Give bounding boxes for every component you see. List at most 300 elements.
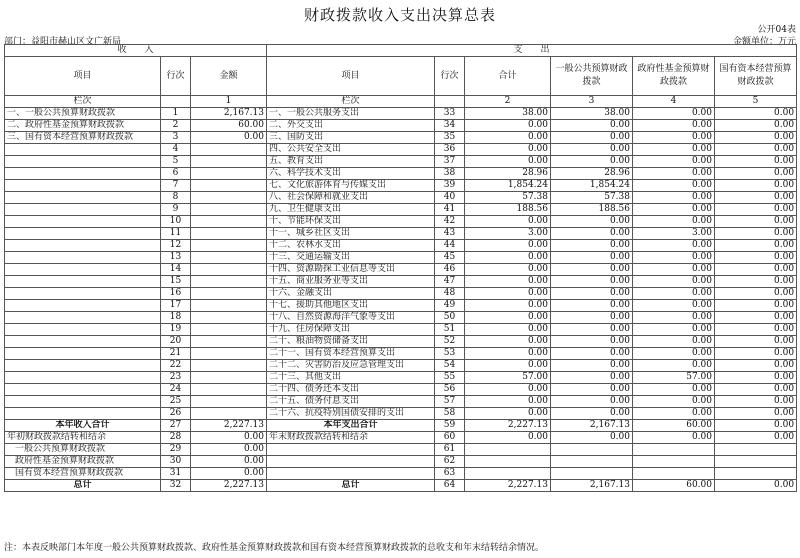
- expense-line-cell: 57: [435, 396, 465, 408]
- income-item-cell: [5, 384, 161, 396]
- general-budget-amount-cell: 0.00: [551, 432, 633, 444]
- income-amount-cell: [191, 168, 267, 180]
- income-item-cell: [5, 408, 161, 420]
- total-amount-cell: 0.00: [465, 408, 551, 420]
- expense-line-cell: 44: [435, 240, 465, 252]
- total-amount-cell: 0.00: [465, 264, 551, 276]
- total-amount-cell: 2,227.13: [465, 480, 551, 492]
- state-capital-amount-cell: 0.00: [715, 168, 797, 180]
- income-item-header: 项目: [5, 57, 161, 96]
- income-line-cell: 15: [161, 276, 191, 288]
- income-item-cell: [5, 336, 161, 348]
- income-amount-cell: 0.00: [191, 468, 267, 480]
- state-capital-amount-cell: 0.00: [715, 192, 797, 204]
- table-row: [5, 396, 797, 408]
- income-amount-cell: [191, 360, 267, 372]
- expense-line-cell: 52: [435, 336, 465, 348]
- gov-fund-amount-cell: 60.00: [633, 420, 715, 432]
- income-amount-cell: [191, 348, 267, 360]
- income-line-cell: 17: [161, 300, 191, 312]
- income-amount-cell: [191, 384, 267, 396]
- empty-cell: [435, 96, 465, 108]
- income-item-cell: [5, 216, 161, 228]
- income-line-cell: 14: [161, 264, 191, 276]
- col-index-3: 3: [551, 96, 633, 108]
- gov-fund-amount-cell: [633, 456, 715, 468]
- report-title: 财政拨款收入支出决算总表: [303, 6, 496, 24]
- total-amount-cell: 0.00: [465, 348, 551, 360]
- general-budget-amount-cell: 1,854.24: [551, 180, 633, 192]
- table-row: [5, 228, 797, 240]
- col-index-4: 4: [633, 96, 715, 108]
- state-capital-amount-cell: 0.00: [715, 276, 797, 288]
- general-budget-amount-cell: 0.00: [551, 144, 633, 156]
- income-amount-cell: 60.00: [191, 120, 267, 132]
- income-amount-cell: [191, 312, 267, 324]
- section-header-row: [5, 45, 797, 57]
- state-capital-amount-cell: 0.00: [715, 204, 797, 216]
- expense-item-cell: 十六、金融支出: [267, 288, 435, 300]
- income-amount-cell: [191, 192, 267, 204]
- income-item-cell: [5, 300, 161, 312]
- state-capital-amount-cell: 0.00: [715, 240, 797, 252]
- state-capital-amount-cell: 0.00: [715, 288, 797, 300]
- income-item-cell: 总计: [5, 480, 161, 492]
- gov-fund-amount-cell: 0.00: [633, 288, 715, 300]
- income-line-cell: 22: [161, 360, 191, 372]
- expense-item-cell: 十、节能环保支出: [267, 216, 435, 228]
- state-capital-amount-cell: 0.00: [715, 312, 797, 324]
- income-line-cell: 4: [161, 144, 191, 156]
- table-row: [5, 264, 797, 276]
- department-label: 部门：益阳市赫山区文广新局: [4, 37, 122, 47]
- general-budget-amount-cell: 0.00: [551, 312, 633, 324]
- general-budget-amount-cell: 0.00: [551, 408, 633, 420]
- state-capital-amount-cell: 0.00: [715, 324, 797, 336]
- income-item-cell: [5, 252, 161, 264]
- general-budget-amount-cell: 0.00: [551, 252, 633, 264]
- expense-line-cell: 47: [435, 276, 465, 288]
- total-amount-cell: 0.00: [465, 324, 551, 336]
- state-capital-amount-cell: 0.00: [715, 144, 797, 156]
- income-item-cell: [5, 360, 161, 372]
- table-row: [5, 336, 797, 348]
- income-col-label: 栏次: [5, 96, 161, 108]
- income-line-cell: 3: [161, 132, 191, 144]
- income-item-cell: [5, 228, 161, 240]
- income-amount-cell: [191, 396, 267, 408]
- expense-item-cell: 二十五、债务付息支出: [267, 396, 435, 408]
- expense-item-cell: [267, 456, 435, 468]
- expense-line-cell: 38: [435, 168, 465, 180]
- gov-fund-amount-cell: 0.00: [633, 216, 715, 228]
- gov-fund-amount-cell: 0.00: [633, 276, 715, 288]
- table-row: [5, 348, 797, 360]
- income-item-cell: [5, 312, 161, 324]
- income-item-cell: [5, 372, 161, 384]
- income-line-cell: 7: [161, 180, 191, 192]
- expense-item-cell: 年末财政拨款结转和结余: [267, 432, 435, 444]
- expense-item-cell: 十七、援助其他地区支出: [267, 300, 435, 312]
- footnote: 注：本表反映部门本年度一般公共预算财政拨款、政府性基金预算财政拨款和国有资本经营预算财政拨款的总收支和年末结转结余情况。: [4, 543, 545, 553]
- income-line-cell: 29: [161, 444, 191, 456]
- empty-cell: [161, 96, 191, 108]
- state-capital-amount-cell: 0.00: [715, 300, 797, 312]
- income-item-cell: [5, 156, 161, 168]
- gov-fund-amount-cell: 0.00: [633, 312, 715, 324]
- state-capital-amount-cell: 0.00: [715, 396, 797, 408]
- income-amount-cell: 0.00: [191, 132, 267, 144]
- income-amount-cell: [191, 336, 267, 348]
- income-item-cell: 二、政府性基金预算财政拨款: [5, 120, 161, 132]
- table-row: [5, 108, 797, 120]
- total-amount-cell: 0.00: [465, 396, 551, 408]
- income-item-cell: 年初财政拨款结转和结余: [5, 432, 161, 444]
- gov-fund-amount-cell: 0.00: [633, 192, 715, 204]
- income-line-cell: 16: [161, 288, 191, 300]
- expense-item-cell: 五、教育支出: [267, 156, 435, 168]
- general-budget-amount-cell: 0.00: [551, 276, 633, 288]
- state-capital-amount-cell: 0.00: [715, 216, 797, 228]
- expense-item-cell: 九、卫生健康支出: [267, 204, 435, 216]
- total-amount-cell: 188.56: [465, 204, 551, 216]
- expense-item-cell: 三、国防支出: [267, 132, 435, 144]
- expense-item-cell: 八、社会保障和就业支出: [267, 192, 435, 204]
- income-amount-cell: [191, 228, 267, 240]
- table-row: [5, 324, 797, 336]
- gov-fund-amount-cell: 0.00: [633, 252, 715, 264]
- income-amount-cell: [191, 144, 267, 156]
- table-row: [5, 120, 797, 132]
- expense-item-cell: 十一、城乡社区支出: [267, 228, 435, 240]
- total-amount-cell: 0.00: [465, 384, 551, 396]
- gov-fund-amount-cell: [633, 444, 715, 456]
- general-budget-amount-cell: [551, 468, 633, 480]
- income-line-cell: 2: [161, 120, 191, 132]
- table-row: [5, 312, 797, 324]
- expense-line-cell: 41: [435, 204, 465, 216]
- expense-item-cell: 一、一般公共服务支出: [267, 108, 435, 120]
- total-amount-cell: 0.00: [465, 276, 551, 288]
- gov-fund-amount-cell: 0.00: [633, 180, 715, 192]
- expense-line-cell: 49: [435, 300, 465, 312]
- income-line-cell: 27: [161, 420, 191, 432]
- table-row: [5, 384, 797, 396]
- gov-fund-amount-cell: 0.00: [633, 240, 715, 252]
- income-amount-cell: 2,227.13: [191, 480, 267, 492]
- table-row: [5, 372, 797, 384]
- table-row: [5, 276, 797, 288]
- income-amount-cell: [191, 252, 267, 264]
- expense-line-cell: 55: [435, 372, 465, 384]
- gov-fund-amount-cell: 0.00: [633, 300, 715, 312]
- gov-fund-amount-cell: 0.00: [633, 384, 715, 396]
- income-amount-cell: [191, 324, 267, 336]
- total-amount-cell: [465, 468, 551, 480]
- table-row: [5, 432, 797, 444]
- gov-fund-amount-cell: 60.00: [633, 480, 715, 492]
- table-row: [5, 180, 797, 192]
- total-amount-cell: 0.00: [465, 288, 551, 300]
- table-row: [5, 192, 797, 204]
- state-capital-amount-cell: 0.00: [715, 336, 797, 348]
- total-amount-cell: 57.38: [465, 192, 551, 204]
- income-item-cell: 国有资本经营预算财政拨款: [5, 468, 161, 480]
- general-budget-amount-cell: 0.00: [551, 360, 633, 372]
- income-line-cell: 30: [161, 456, 191, 468]
- income-amount-cell: [191, 408, 267, 420]
- general-budget-amount-cell: [551, 444, 633, 456]
- expense-line-cell: 54: [435, 360, 465, 372]
- total-amount-cell: 0.00: [465, 432, 551, 444]
- expense-line-cell: 48: [435, 288, 465, 300]
- income-amount-cell: [191, 288, 267, 300]
- table-row: [5, 468, 797, 480]
- total-amount-cell: 0.00: [465, 252, 551, 264]
- table-row: [5, 168, 797, 180]
- expense-item-cell: 二十、粮油物资储备支出: [267, 336, 435, 348]
- gov-fund-header: 政府性基金预算财政拨款: [633, 57, 715, 96]
- income-line-cell: 10: [161, 216, 191, 228]
- general-budget-amount-cell: 28.96: [551, 168, 633, 180]
- total-amount-cell: 0.00: [465, 216, 551, 228]
- general-budget-amount-cell: 0.00: [551, 228, 633, 240]
- expense-item-header: 项目: [267, 57, 435, 96]
- gov-fund-amount-cell: [633, 468, 715, 480]
- total-amount-cell: 0.00: [465, 300, 551, 312]
- gov-fund-amount-cell: 0.00: [633, 168, 715, 180]
- income-amount-cell: 0.00: [191, 432, 267, 444]
- income-item-cell: [5, 324, 161, 336]
- expense-line-header: 行次: [435, 57, 465, 96]
- expense-item-cell: 二十四、债务还本支出: [267, 384, 435, 396]
- table-row: [5, 300, 797, 312]
- income-line-cell: 21: [161, 348, 191, 360]
- total-amount-cell: 0.00: [465, 312, 551, 324]
- state-capital-amount-cell: 0.00: [715, 432, 797, 444]
- expense-line-cell: 63: [435, 468, 465, 480]
- column-index-row: [5, 96, 797, 108]
- income-item-cell: [5, 288, 161, 300]
- gov-fund-amount-cell: 0.00: [633, 348, 715, 360]
- expense-line-cell: 36: [435, 144, 465, 156]
- gov-fund-amount-cell: 0.00: [633, 432, 715, 444]
- expense-line-cell: 60: [435, 432, 465, 444]
- expense-line-cell: 42: [435, 216, 465, 228]
- expense-item-cell: 十三、交通运输支出: [267, 252, 435, 264]
- income-amount-cell: [191, 300, 267, 312]
- state-capital-amount-cell: 0.00: [715, 156, 797, 168]
- state-capital-amount-cell: 0.00: [715, 252, 797, 264]
- expense-section-header: 支 出: [267, 45, 797, 57]
- col-index-1: 1: [191, 96, 267, 108]
- table-row: [5, 360, 797, 372]
- state-capital-amount-cell: 0.00: [715, 264, 797, 276]
- income-section-header: 收 入: [5, 45, 267, 57]
- income-amount-cell: [191, 264, 267, 276]
- budget-table: [4, 44, 797, 492]
- total-amount-cell: 1,854.24: [465, 180, 551, 192]
- total-amount-cell: 57.00: [465, 372, 551, 384]
- expense-line-cell: 58: [435, 408, 465, 420]
- income-line-cell: 25: [161, 396, 191, 408]
- expense-item-cell: 七、文化旅游体育与传媒支出: [267, 180, 435, 192]
- expense-item-cell: 十二、农林水支出: [267, 240, 435, 252]
- expense-line-cell: 43: [435, 228, 465, 240]
- income-line-cell: 32: [161, 480, 191, 492]
- income-item-cell: [5, 144, 161, 156]
- general-budget-amount-cell: 57.38: [551, 192, 633, 204]
- general-budget-amount-cell: 0.00: [551, 120, 633, 132]
- total-amount-cell: 3.00: [465, 228, 551, 240]
- income-item-cell: [5, 168, 161, 180]
- expense-item-cell: 四、公共安全支出: [267, 144, 435, 156]
- income-amount-cell: [191, 276, 267, 288]
- income-line-cell: 28: [161, 432, 191, 444]
- state-capital-amount-cell: 0.00: [715, 348, 797, 360]
- general-budget-amount-cell: 0.00: [551, 240, 633, 252]
- total-amount-cell: [465, 444, 551, 456]
- expense-line-cell: 50: [435, 312, 465, 324]
- expense-item-cell: 二十一、国有资本经营预算支出: [267, 348, 435, 360]
- gov-fund-amount-cell: 0.00: [633, 132, 715, 144]
- general-budget-amount-cell: 2,167.13: [551, 420, 633, 432]
- expense-line-cell: 61: [435, 444, 465, 456]
- state-capital-amount-cell: 0.00: [715, 384, 797, 396]
- expense-line-cell: 33: [435, 108, 465, 120]
- expense-item-cell: [267, 468, 435, 480]
- income-item-cell: [5, 240, 161, 252]
- expense-item-cell: 六、科学技术支出: [267, 168, 435, 180]
- gov-fund-amount-cell: 0.00: [633, 120, 715, 132]
- income-line-cell: 26: [161, 408, 191, 420]
- state-capital-amount-cell: 0.00: [715, 132, 797, 144]
- expense-line-cell: 53: [435, 348, 465, 360]
- income-item-cell: [5, 396, 161, 408]
- general-budget-amount-cell: 0.00: [551, 156, 633, 168]
- income-line-cell: 20: [161, 336, 191, 348]
- state-capital-amount-cell: 0.00: [715, 108, 797, 120]
- general-budget-amount-cell: 0.00: [551, 336, 633, 348]
- income-item-cell: 政府性基金预算财政拨款: [5, 456, 161, 468]
- gov-fund-amount-cell: 0.00: [633, 396, 715, 408]
- general-budget-amount-cell: 0.00: [551, 300, 633, 312]
- income-item-cell: 三、国有资本经营预算财政拨款: [5, 132, 161, 144]
- expense-line-cell: 40: [435, 192, 465, 204]
- gov-fund-amount-cell: 0.00: [633, 204, 715, 216]
- column-header-row: [5, 57, 797, 96]
- total-amount-cell: [465, 456, 551, 468]
- state-capital-amount-cell: 0.00: [715, 360, 797, 372]
- expense-line-cell: 37: [435, 156, 465, 168]
- income-line-cell: 19: [161, 324, 191, 336]
- gov-fund-amount-cell: 0.00: [633, 144, 715, 156]
- expense-line-cell: 46: [435, 264, 465, 276]
- general-budget-amount-cell: [551, 456, 633, 468]
- general-budget-amount-cell: 188.56: [551, 204, 633, 216]
- state-capital-amount-cell: 0.00: [715, 228, 797, 240]
- income-line-cell: 8: [161, 192, 191, 204]
- expense-item-cell: 二十二、灾害防治及应急管理支出: [267, 360, 435, 372]
- expense-line-cell: 35: [435, 132, 465, 144]
- general-budget-amount-cell: 0.00: [551, 372, 633, 384]
- expense-col-label: 栏次: [267, 96, 435, 108]
- income-line-cell: 11: [161, 228, 191, 240]
- income-item-cell: [5, 180, 161, 192]
- expense-line-cell: 34: [435, 120, 465, 132]
- expense-line-cell: 56: [435, 384, 465, 396]
- income-amount-cell: 0.00: [191, 444, 267, 456]
- income-line-cell: 31: [161, 468, 191, 480]
- expense-item-cell: 总计: [267, 480, 435, 492]
- expense-item-cell: 二、外交支出: [267, 120, 435, 132]
- total-amount-cell: 2,227.13: [465, 420, 551, 432]
- total-header: 合计: [465, 57, 551, 96]
- income-line-cell: 18: [161, 312, 191, 324]
- general-budget-amount-cell: 0.00: [551, 348, 633, 360]
- income-line-cell: 5: [161, 156, 191, 168]
- income-item-cell: [5, 348, 161, 360]
- expense-line-cell: 39: [435, 180, 465, 192]
- state-capital-amount-cell: 0.00: [715, 372, 797, 384]
- income-amount-cell: [191, 240, 267, 252]
- income-amount-header: 金额: [191, 57, 267, 96]
- gov-fund-amount-cell: 0.00: [633, 408, 715, 420]
- table-row: [5, 240, 797, 252]
- general-budget-amount-cell: 0.00: [551, 396, 633, 408]
- expense-item-cell: 二十三、其他支出: [267, 372, 435, 384]
- gov-fund-amount-cell: 0.00: [633, 108, 715, 120]
- general-budget-amount-cell: 0.00: [551, 216, 633, 228]
- table-row: [5, 156, 797, 168]
- unit-label: 金额单位：万元: [732, 37, 796, 47]
- income-amount-cell: [191, 372, 267, 384]
- expense-item-cell: 本年支出合计: [267, 420, 435, 432]
- state-capital-amount-cell: 0.00: [715, 408, 797, 420]
- state-capital-amount-cell: [715, 444, 797, 456]
- income-line-cell: 9: [161, 204, 191, 216]
- table-row: [5, 444, 797, 456]
- income-line-cell: 23: [161, 372, 191, 384]
- income-amount-cell: [191, 216, 267, 228]
- state-capital-amount-cell: [715, 468, 797, 480]
- income-item-cell: [5, 276, 161, 288]
- income-item-cell: 本年收入合计: [5, 420, 161, 432]
- state-capital-amount-cell: 0.00: [715, 120, 797, 132]
- general-budget-amount-cell: 0.00: [551, 324, 633, 336]
- expense-item-cell: 十四、资源勘探工业信息等支出: [267, 264, 435, 276]
- state-capital-amount-cell: [715, 456, 797, 468]
- total-amount-cell: 0.00: [465, 120, 551, 132]
- expense-item-cell: [267, 444, 435, 456]
- table-row: [5, 480, 797, 492]
- gov-fund-amount-cell: 0.00: [633, 324, 715, 336]
- income-amount-cell: [191, 204, 267, 216]
- income-line-header: 行次: [161, 57, 191, 96]
- expense-line-cell: 62: [435, 456, 465, 468]
- expense-line-cell: 64: [435, 480, 465, 492]
- gov-fund-amount-cell: 57.00: [633, 372, 715, 384]
- total-amount-cell: 0.00: [465, 156, 551, 168]
- gov-fund-amount-cell: 0.00: [633, 336, 715, 348]
- state-capital-amount-cell: 0.00: [715, 420, 797, 432]
- gov-fund-amount-cell: 0.00: [633, 360, 715, 372]
- state-capital-header: 国有资本经营预算财政拨款: [715, 57, 797, 96]
- income-line-cell: 13: [161, 252, 191, 264]
- income-item-cell: 一般公共预算财政拨款: [5, 444, 161, 456]
- state-capital-amount-cell: 0.00: [715, 180, 797, 192]
- income-amount-cell: 2,167.13: [191, 108, 267, 120]
